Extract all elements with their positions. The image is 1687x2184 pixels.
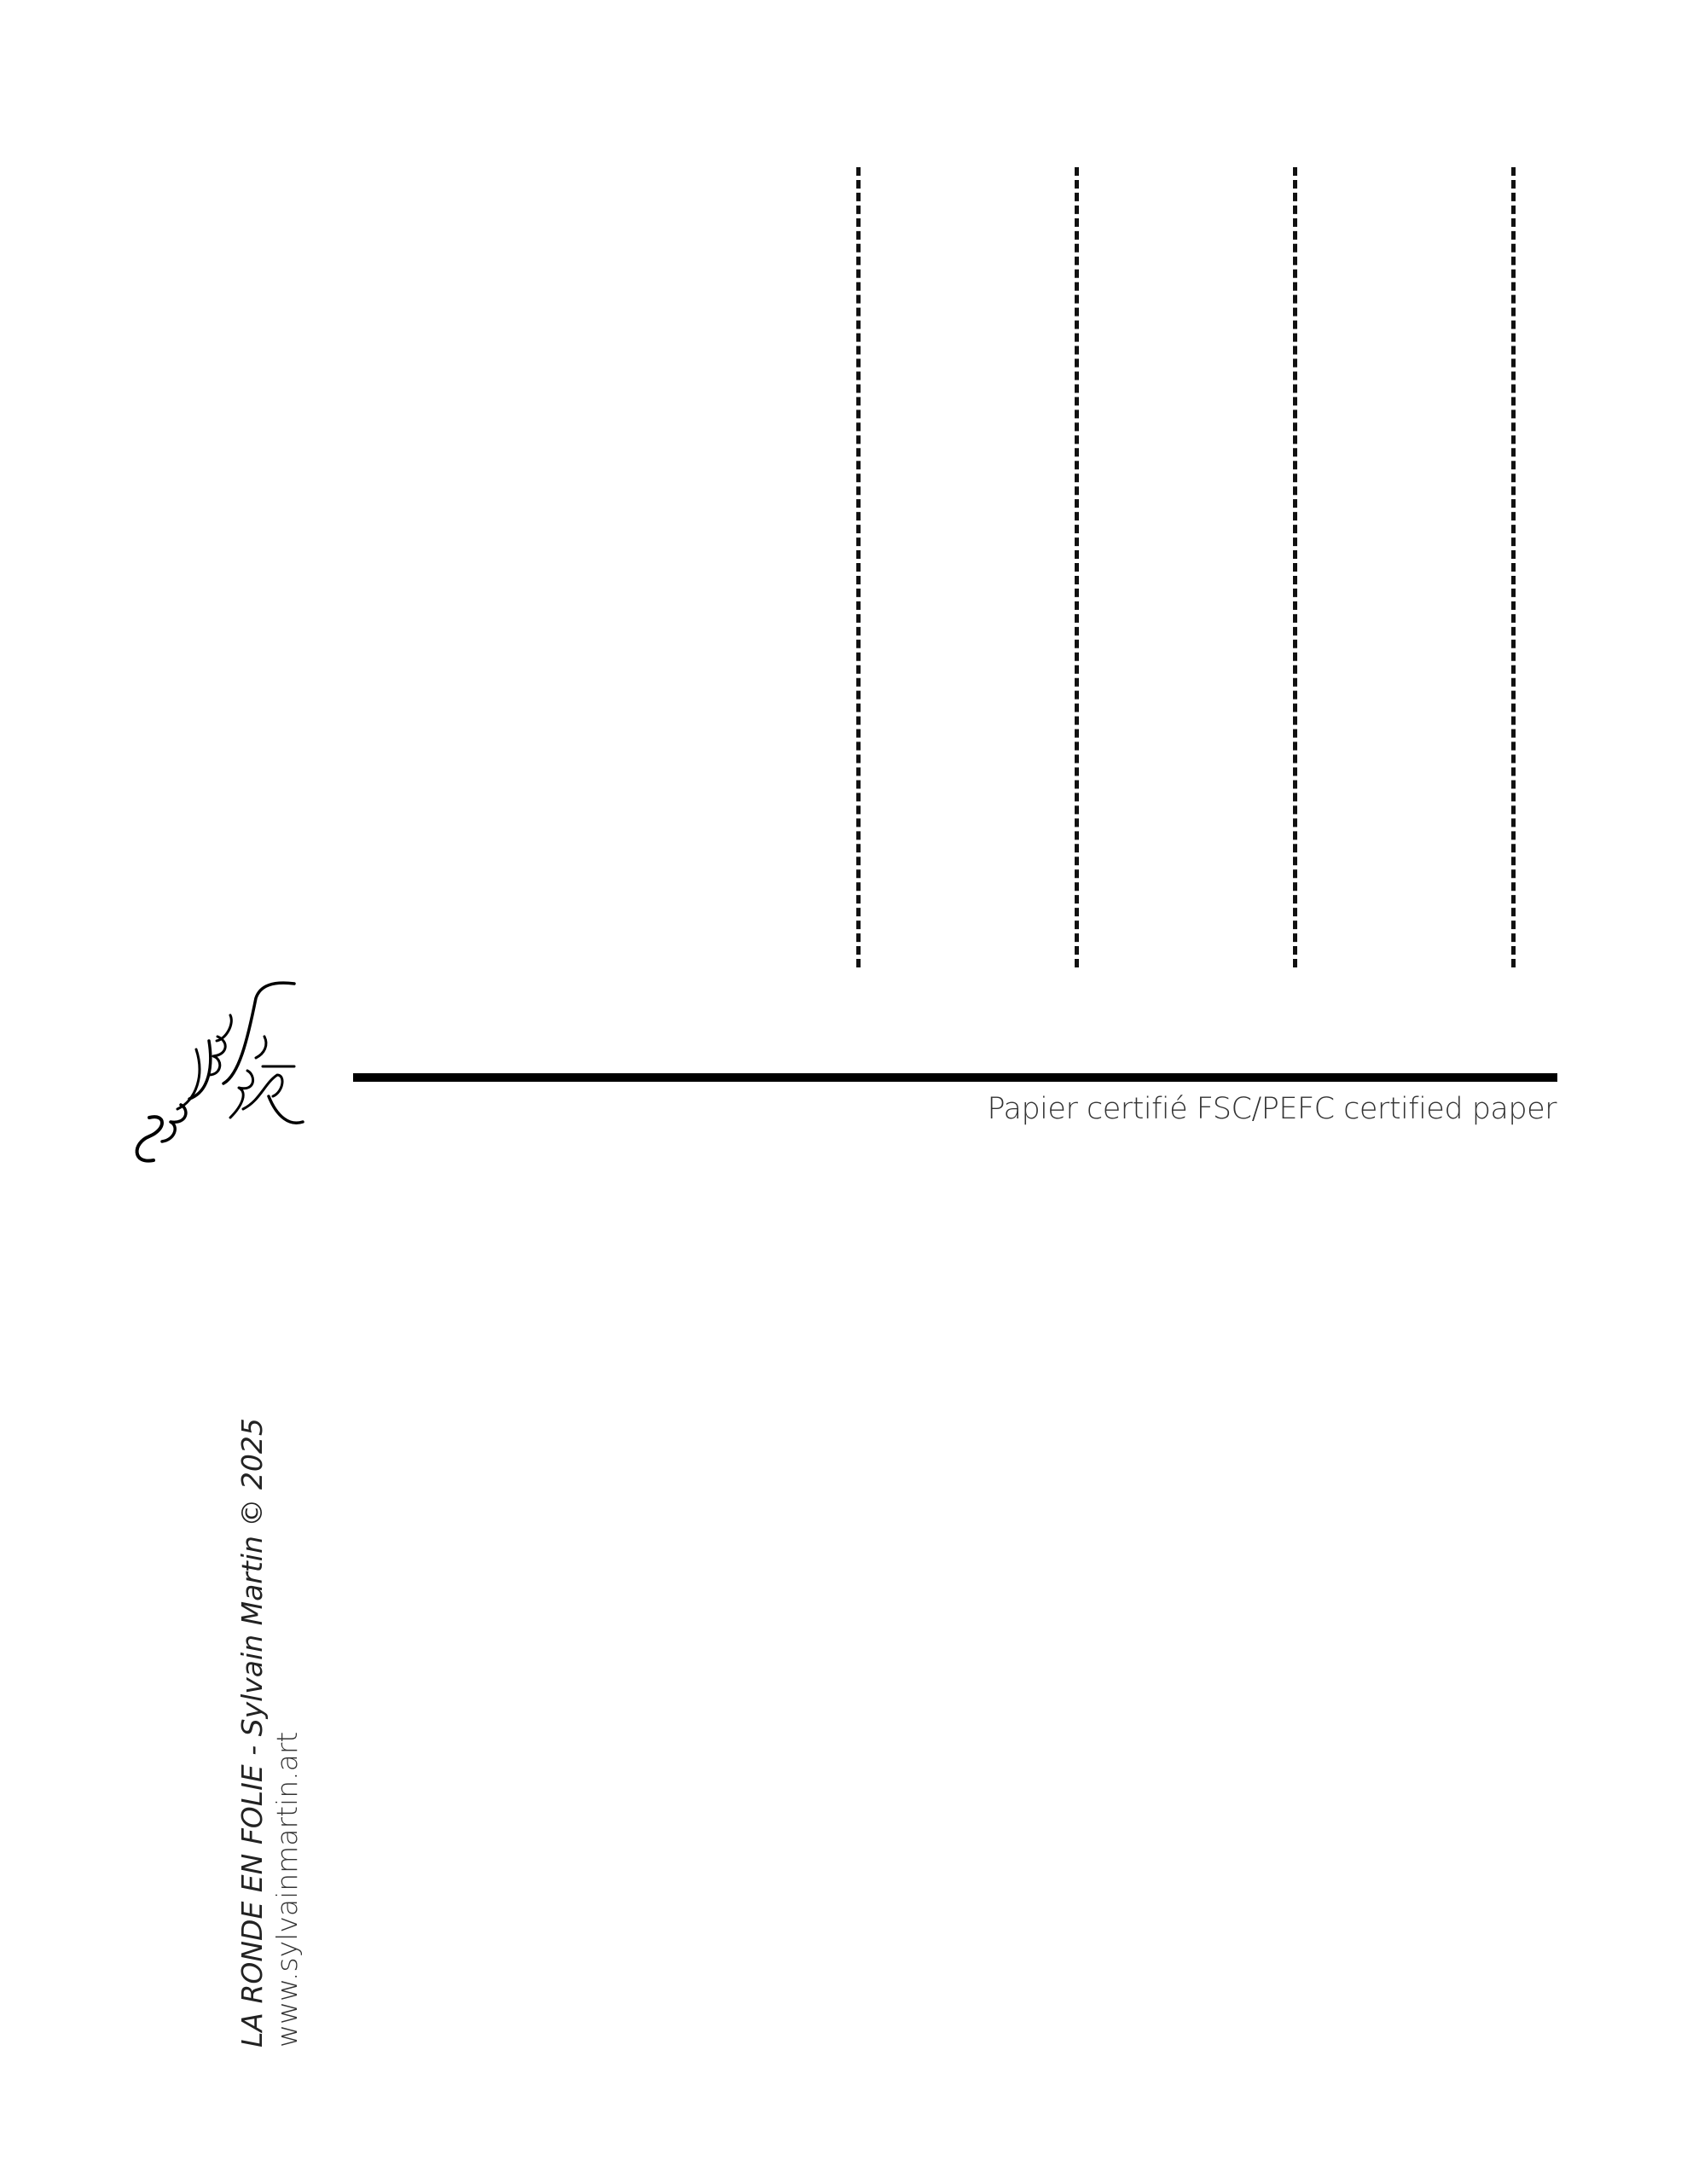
address-line <box>1293 167 1297 967</box>
address-line <box>1075 167 1079 967</box>
certification-note: Papier certifié FSC/PEFC certified paper <box>987 1092 1557 1126</box>
website-link[interactable]: www.sylvainmartin.art <box>270 1731 304 2048</box>
address-line <box>1511 167 1516 967</box>
artwork-title: LA RONDE EN FOLIE - Sylvain Martin © 2025 <box>235 1418 269 2048</box>
address-line <box>856 167 861 967</box>
credits <box>235 1418 304 2048</box>
message-address-divider <box>353 1073 1557 1082</box>
artist-signature <box>128 947 307 1203</box>
